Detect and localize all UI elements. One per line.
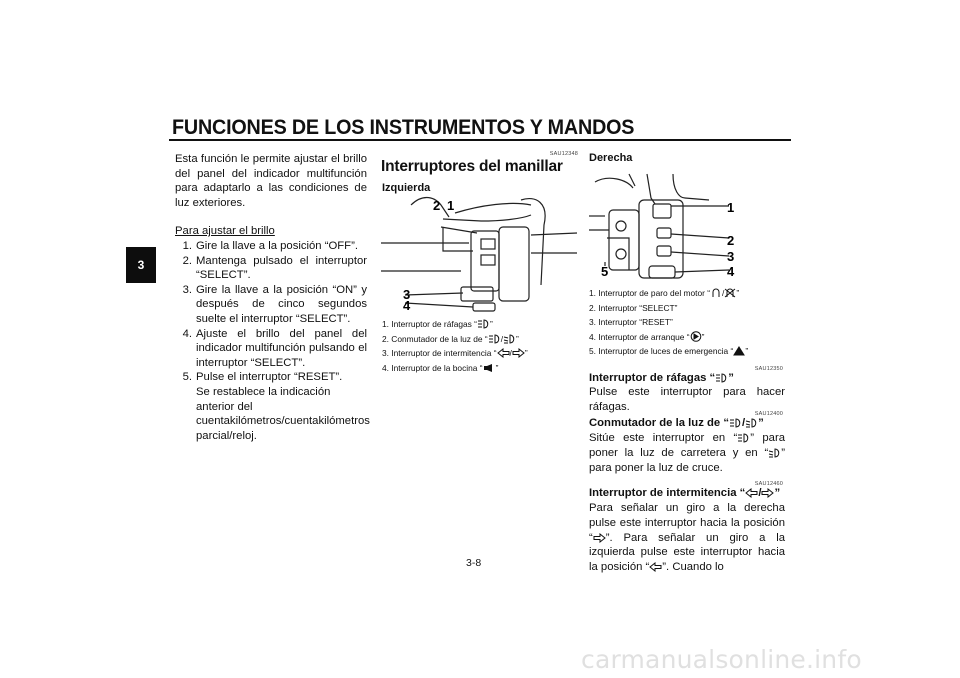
list-item: 2. Mantenga pulsado el interruptor “SELECT”.	[182, 254, 367, 282]
label-3: 3	[403, 287, 411, 302]
caption-item: 4. Interruptor de arranque “ ”	[589, 331, 705, 342]
label-2: 2	[727, 233, 735, 248]
high-beam-icon	[729, 418, 742, 428]
high-beam-icon	[737, 433, 750, 443]
turn-left-icon	[497, 348, 510, 358]
low-beam-icon	[745, 418, 758, 428]
turn-left-icon	[745, 488, 758, 498]
label-4: 4	[403, 298, 411, 313]
high-beam-icon	[488, 334, 501, 344]
left-captions	[382, 317, 528, 375]
turn-left-icon	[649, 562, 662, 572]
subsection-title: Interruptor de ráfagas “ ”	[589, 372, 734, 384]
label-3: 3	[727, 249, 735, 264]
label-5: 5	[601, 264, 609, 279]
subsection-body: Para señalar un giro a la derecha pulse este interruptor hacia la posición “ ”. Para señalar un giro a la izquierda pulse este interruptor hacia la posición “ ”. Cuando lo	[589, 502, 785, 574]
steps-list	[175, 239, 367, 385]
high-beam-flash-icon	[477, 319, 490, 329]
list-item: 4. Ajuste el brillo del panel del indicador multifunción pulsando el interruptor “SELECT”.	[182, 327, 367, 369]
list-item: 5. Pulse el interruptor “RESET”.	[182, 371, 343, 384]
section-code: SAU12460	[754, 481, 783, 487]
starter-icon	[690, 331, 702, 342]
watermark: carmanualsonline.info	[581, 645, 862, 674]
caption-item: 3. Interruptor “RESET”	[589, 317, 673, 328]
subsection-body: Sitúe este interruptor en “ ” para poner la luz de carretera y en “ ” para poner la luz de cruce.	[589, 432, 785, 474]
caption-item: 4. Interruptor de la bocina “ ”	[382, 362, 499, 373]
header-rule	[169, 139, 791, 141]
turn-right-icon	[761, 488, 774, 498]
section-code: SAU12400	[754, 411, 783, 417]
right-subtitle: Derecha	[589, 152, 633, 164]
engine-stop-icon	[724, 288, 736, 298]
caption-item: 1. Interruptor de ráfagas “ ”	[382, 319, 493, 329]
high-beam-flash-icon	[715, 373, 728, 383]
page-header-title: FUNCIONES DE LOS INSTRUMENTOS Y MANDOS	[172, 116, 635, 139]
intro-paragraph: Esta función le permite ajustar el brillo del panel del indicador multifunción para adaptarlo a las condiciones de luz exteriores.	[175, 153, 367, 209]
caption-item: 1. Interruptor de paro del motor “ / ”	[589, 288, 740, 298]
low-beam-icon	[503, 334, 516, 344]
subsection-body: Pulse este interruptor para hacer ráfagas.	[589, 386, 785, 413]
caption-item: 2. Conmutador de la luz de “ / ”	[382, 333, 519, 344]
caption-item: 2. Interruptor “SELECT”	[589, 302, 678, 313]
subsection-title: Conmutador de la luz de “ / ”	[589, 417, 764, 429]
turn-right-icon	[512, 348, 525, 358]
chapter-tab: 3	[126, 247, 156, 283]
turn-right-icon	[593, 533, 606, 543]
horn-icon	[483, 363, 496, 373]
caption-item: 3. Interruptor de intermitencia “ / ”	[382, 348, 528, 359]
hazard-icon	[733, 346, 745, 356]
caption-item: 5. Interruptor de luces de emergencia “ ”	[589, 346, 749, 357]
list-item: 3. Gire la llave a la posición “ON” y después de cinco segundos suelte el interruptor “SELECT”.	[182, 283, 367, 325]
section-code: SAU12350	[754, 366, 783, 372]
list-item: 1. Gire la llave a la posición “OFF”.	[182, 239, 358, 252]
label-2: 2	[433, 198, 441, 213]
low-beam-icon	[768, 448, 781, 458]
subsection-title: Interruptor de intermitencia “ / ”	[589, 487, 781, 499]
section-code: SAU12348	[549, 151, 578, 157]
left-subtitle: Izquierda	[382, 182, 431, 194]
step5-note: Se restablece la indicación anterior del cuentakilómetros/cuentakilómetros parcial/reloj.	[196, 385, 370, 442]
label-1: 1	[447, 198, 455, 213]
left-handlebar-figure	[381, 195, 578, 317]
page-number: 3-8	[466, 557, 482, 569]
column-brightness	[175, 152, 370, 443]
engine-run-icon	[710, 288, 722, 298]
right-captions	[589, 286, 748, 359]
right-handlebar-figure	[589, 170, 789, 288]
label-4: 4	[727, 264, 735, 279]
procedure-title: Para ajustar el brillo	[175, 225, 275, 238]
label-1: 1	[727, 200, 735, 215]
section-title: Interruptores del manillar	[381, 158, 563, 175]
